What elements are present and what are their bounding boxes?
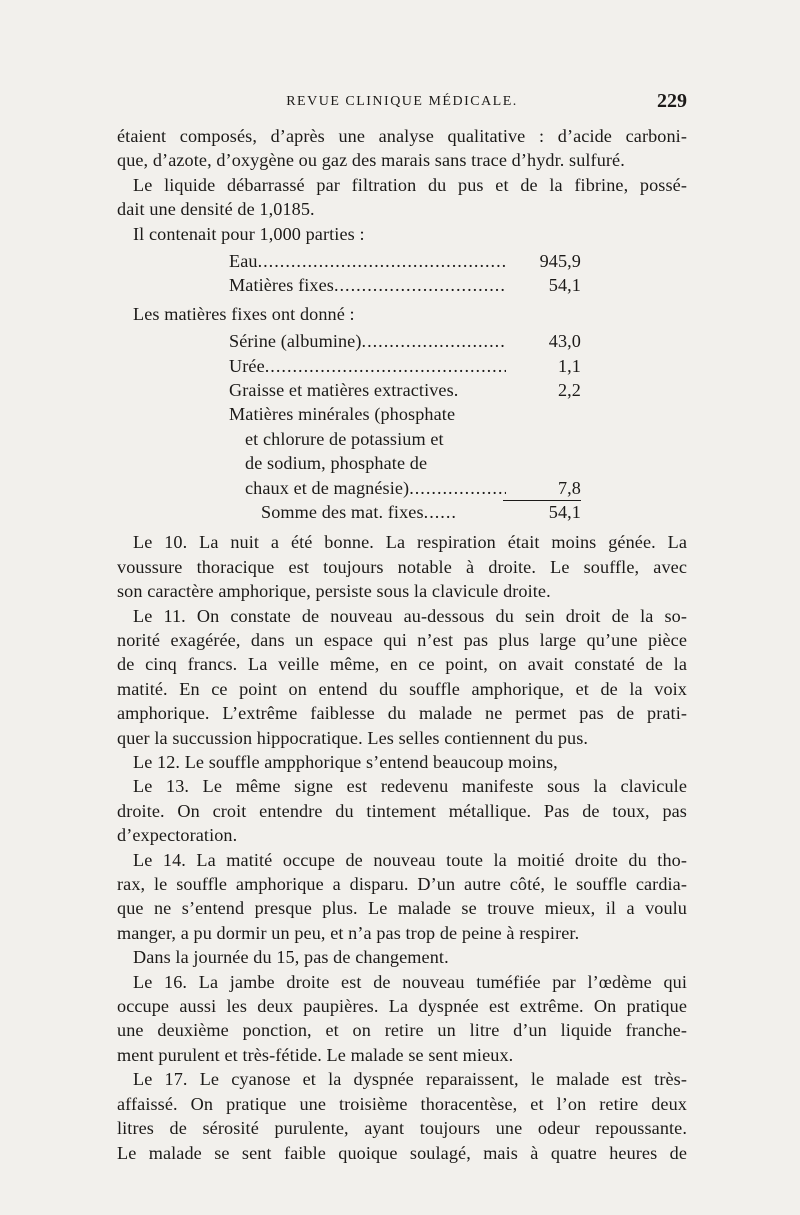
- text-line: une deuxième ponction, et on retire un litre d’un liquide franche-: [117, 1020, 687, 1041]
- text-line: voussure thoracique est toujours notable à droite. Le souffle, avec: [117, 556, 687, 577]
- text-line: manger, a pu dormir un peu, et n’a pas trop de peine à respirer.: [117, 922, 580, 943]
- text-line: et chlorure de potassium et: [245, 428, 444, 449]
- text-line: Dans la journée du 15, pas de changement.: [133, 947, 449, 968]
- text-line: Le 17. Le cyanose et la dyspnée reparaissent, le malade est très-: [133, 1069, 687, 1090]
- text-line: amphorique. L’extrême faiblesse du malade ne permet pas de prati-: [117, 703, 687, 724]
- composition-table: [229, 249, 581, 298]
- page-header: [117, 90, 687, 118]
- table-row: [229, 273, 581, 297]
- text-line: Le 12. Le souffle ampphorique s’entend beaucoup moins,: [133, 752, 558, 772]
- text-line: litres de sérosité purulente, ayant toujours une odeur repoussante.: [117, 1118, 687, 1139]
- sum-rule: [503, 500, 581, 501]
- text-line: norité exagérée, dans un espace qui n’est pas plus large qu’une pièce: [117, 629, 687, 650]
- text-line: Matières minérales (phosphate: [229, 404, 456, 425]
- leader-dots: [424, 500, 456, 524]
- row-value: 1,1: [557, 355, 581, 376]
- row-label: Graisse et matières extractives.: [229, 379, 459, 400]
- leader-dots: [258, 249, 506, 273]
- text-line: ment purulent et très-fétide. Le malade se sent mieux.: [117, 1044, 514, 1065]
- text-line: Le malade se sent faible quoique soulagé, mais à quatre heures de: [117, 1142, 687, 1163]
- leader-dots: [409, 476, 506, 500]
- leader-dots: [334, 273, 506, 297]
- text-line: dait une densité de 1,0185.: [117, 199, 315, 220]
- page-number: 229: [657, 90, 687, 112]
- leader-dots: [362, 329, 506, 353]
- text-line: que, d’azote, d’oxygène ou gaz des marais sans trace d’hydr. sulfuré.: [117, 150, 625, 171]
- text-line: que ne s’entend presque plus. Le malade se trouve mieux, il a voulu: [117, 898, 687, 919]
- table-row: [229, 249, 581, 273]
- row-value: 7,8: [557, 477, 581, 498]
- row-value: 43,0: [548, 331, 581, 352]
- sum-row: [229, 500, 581, 524]
- text-line: Le 16. La jambe droite est de nouveau tuméfiée par l’œdème qui: [133, 971, 687, 992]
- table-row: [229, 378, 581, 402]
- text-line: rax, le souffle amphorique a disparu. D’un autre côté, le souffle cardia-: [117, 874, 687, 895]
- text-line: d’expectoration.: [117, 825, 238, 846]
- text-line: matité. En ce point on entend du souffle amphorique, et de la voix: [117, 678, 687, 699]
- text-line: de cinq francs. La veille même, en ce point, on avait constaté de la: [117, 654, 687, 675]
- text-line: occupe aussi les deux paupières. La dyspnée est extrême. On pratique: [117, 996, 687, 1017]
- running-title: REVUE CLINIQUE MÉDICALE.: [286, 94, 518, 109]
- text-line: affaissé. On pratique une troisième thoracentèse, et l’on retire deux: [117, 1093, 687, 1114]
- leader-dots: [265, 354, 506, 378]
- text-line: Le 14. La matité occupe de nouveau toute la moitié droite du tho-: [133, 849, 687, 870]
- text-line: droite. On croit entendre du tintement métallique. Pas de toux, pas: [117, 800, 687, 821]
- table-row: chaux et de magnésie) ..... 7,8: [229, 476, 581, 500]
- text-line: Le 10. La nuit a été bonne. La respiration était moins génée. La: [133, 532, 687, 553]
- row-value: 945,9: [539, 251, 581, 272]
- row-label: Matières fixes: [229, 275, 334, 296]
- row-label: Eau: [229, 251, 258, 272]
- text-line: Il contenait pour 1,000 parties :: [133, 223, 365, 244]
- clinical-notes: [117, 530, 687, 1165]
- row-value: 54,1: [548, 501, 581, 522]
- text-line: Le 13. Le même signe est redevenu manifeste sous la clavicule: [133, 776, 687, 797]
- row-value: 54,1: [548, 275, 581, 296]
- text-line: quer la succussion hippocratique. Les selles contiennent du pus.: [117, 727, 589, 748]
- fixed-matter-table: [117, 329, 687, 524]
- table-row: [229, 354, 581, 378]
- text-line: Le liquide débarrassé par filtration du pus et de la fibrine, possé-: [133, 174, 687, 195]
- text-line: Le 11. On constate de nouveau au-dessous du sein droit de la so-: [133, 605, 687, 626]
- mineral-row: [229, 402, 581, 500]
- row-value: 2,2: [557, 379, 581, 400]
- table-row: [229, 329, 581, 353]
- text-line: étaient composés, d’après une analyse qualitative : d’acide carboni-: [117, 126, 687, 146]
- body-text: [117, 124, 687, 1165]
- text-line: son caractère amphorique, persiste sous la clavicule droite.: [117, 581, 551, 602]
- text-line: de sodium, phosphate de: [245, 453, 428, 474]
- row-label: Urée: [229, 355, 265, 376]
- row-label: Sérine (albumine): [229, 331, 362, 352]
- row-label: Somme des mat. fixes: [261, 501, 424, 522]
- text-line: Les matières fixes ont donné :: [133, 303, 355, 324]
